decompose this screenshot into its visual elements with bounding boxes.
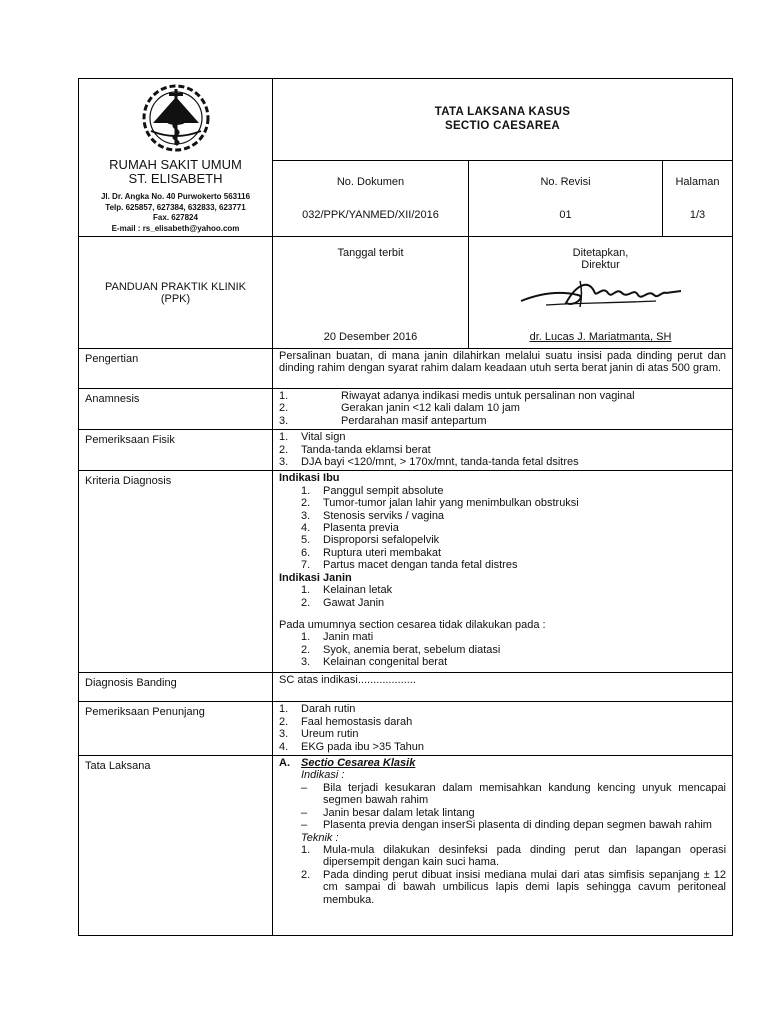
hospital-fax: Fax. 627824 <box>153 213 198 222</box>
indikasi-ibu-list <box>301 485 726 572</box>
no-dokumen-label: No. Dokumen <box>336 175 405 188</box>
list-text: Tumor-tumor jalan lahir yang menimbulkan obstruksi <box>323 497 579 510</box>
tanggal-terbit-cell <box>273 237 469 349</box>
list-text: Stenosis serviks / vagina <box>323 509 445 522</box>
list-number: 1. <box>301 484 311 497</box>
list-number: 2. <box>301 643 311 656</box>
pengertian-text: Persalinan buatan, di mana janin dilahirkan melalui suatu insisi pada dinding perut dan dinding rahim dengan syarat rahim dalam keadaan utuh serta berat janin di atas 500 gram. <box>273 349 733 389</box>
document-page <box>78 78 732 936</box>
list-item <box>279 716 726 728</box>
tata-laksana-indikasi-list <box>301 782 726 832</box>
list-text: DJA bayi <120/mnt, > 170x/mnt, tanda-tanda fetal dsitres <box>301 456 579 469</box>
list-number: 1. <box>279 390 289 402</box>
list-number: 1. <box>301 584 311 597</box>
list-item <box>279 431 726 443</box>
list-text: Kelainan letak <box>323 584 393 597</box>
list-item <box>301 644 726 656</box>
section-title: Sectio Cesarea Klasik <box>301 757 416 770</box>
list-text: Vital sign <box>301 431 346 444</box>
direktur-cell <box>469 237 733 349</box>
tanggal-terbit-label: Tanggal terbit <box>337 247 404 259</box>
indikasi-ibu-title: Indikasi Ibu <box>279 472 340 485</box>
list-item <box>301 869 726 906</box>
list-text: Kelainan congenital berat <box>323 656 448 669</box>
list-number: 6. <box>301 546 311 559</box>
tidak-dilakukan-intro: Pada umumnya section cesarea tidak dilakukan pada : <box>279 618 546 631</box>
list-bullet: – <box>301 781 308 794</box>
list-item <box>301 497 726 509</box>
kriteria-diagnosis-label: Kriteria Diagnosis <box>79 471 273 673</box>
list-number: 4. <box>279 740 289 753</box>
list-text: Partus macet dengan tanda fetal distres <box>323 559 518 572</box>
ditetapkan-line1: Ditetapkan, <box>572 247 629 259</box>
indikasi-janin-list <box>301 584 726 609</box>
list-text: Faal hemostasis darah <box>301 715 413 728</box>
list-number: 2. <box>301 497 311 510</box>
tata-laksana-content <box>273 756 733 936</box>
list-number: 2. <box>279 443 289 456</box>
list-text: Disproporsi sefalopelvik <box>323 534 440 547</box>
list-number: 2. <box>301 868 311 881</box>
no-dokumen-value: 032/PPK/YANMED/XII/2016 <box>302 208 439 221</box>
hospital-logo-icon <box>131 83 221 153</box>
halaman-label: Halaman <box>675 175 720 188</box>
list-item <box>301 510 726 522</box>
list-item <box>279 728 726 740</box>
panduan-cell <box>79 237 273 349</box>
tanggal-terbit-value: 20 Desember 2016 <box>323 331 418 343</box>
list-number: 3. <box>301 656 311 669</box>
list-text: Bila terjadi kesukaran dalam memisahkan kandung kencing unyuk mencapai segmen bawah rahim <box>323 781 727 807</box>
anamnesis-content <box>273 389 733 430</box>
list-item <box>279 390 726 402</box>
tidak-dilakukan-list <box>301 631 726 668</box>
indikasi-label: Indikasi : <box>301 769 345 782</box>
hospital-address-block <box>83 192 268 234</box>
list-text: Gerakan janin <12 kali dalam 10 jam <box>341 402 520 415</box>
list-item <box>301 631 726 643</box>
list-item <box>279 415 726 427</box>
director-signature-icon <box>516 273 686 313</box>
list-number: 4. <box>301 522 311 535</box>
ppk-table <box>78 78 733 936</box>
tata-laksana-section-heading <box>279 757 726 769</box>
list-number: 1. <box>279 431 289 444</box>
anamnesis-label: Anamnesis <box>79 389 273 430</box>
list-item <box>301 597 726 609</box>
list-item <box>279 402 726 414</box>
section-letter: A. <box>279 757 290 770</box>
list-number: 3. <box>279 414 289 427</box>
list-number: 2. <box>279 715 289 728</box>
list-item <box>301 584 726 596</box>
list-number: 3. <box>301 509 311 522</box>
list-text: Janin besar dalam letak lintang <box>323 806 475 819</box>
list-text: Perdarahan masif antepartum <box>341 414 487 427</box>
panduan-line1: PANDUAN PRAKTIK KLINIK <box>105 280 246 293</box>
list-text: Tanda-tanda eklamsi berat <box>301 443 431 456</box>
list-text: Plasenta previa dengan inserSi plasenta di dinding depan segmen bawah rahim <box>323 819 712 832</box>
list-number: 5. <box>301 534 311 547</box>
pengertian-label: Pengertian <box>79 349 273 389</box>
list-text: Panggul sempit absolute <box>323 484 444 497</box>
list-text: Syok, anemia berat, sebelum diatasi <box>323 643 501 656</box>
list-text: Darah rutin <box>301 703 356 716</box>
list-text: Riwayat adanya indikasi medis untuk persalinan non vaginal <box>341 390 635 402</box>
tata-laksana-label: Tata Laksana <box>79 756 273 936</box>
teknik-label: Teknik : <box>301 831 339 844</box>
list-item <box>301 559 726 571</box>
pemeriksaan-penunjang-content <box>273 702 733 756</box>
list-bullet: – <box>301 819 308 832</box>
no-revisi-cell <box>469 160 663 236</box>
hospital-email: E-mail : rs_elisabeth@yahoo.com <box>111 223 240 233</box>
list-number: 3. <box>279 456 289 469</box>
list-text: Pada dinding perut dibuat insisi mediana mulai dari atas simfisis sepanjang ± 12 cm sampai di bawah umbilicus lapis demi lapis sehingga cavum peritoneal membuka. <box>323 868 727 906</box>
list-text: Ruptura uteri membakat <box>323 546 441 559</box>
list-item <box>301 819 726 831</box>
director-name: dr. Lucas J. Mariatmanta, SH <box>529 331 672 343</box>
list-text: Ureum rutin <box>301 728 359 741</box>
hospital-address: Jl. Dr. Angka No. 40 Purwokerto 563116 <box>100 192 251 201</box>
hospital-phone: Telp. 625857, 627384, 632833, 623771 <box>105 202 246 212</box>
list-item <box>279 703 726 715</box>
list-number: 1. <box>301 843 311 856</box>
hospital-name-line2: ST. ELISABETH <box>128 171 223 186</box>
pemeriksaan-penunjang-list <box>279 703 726 753</box>
list-text: Plasenta previa <box>323 522 399 535</box>
list-text: EKG pada ibu >35 Tahun <box>301 740 425 753</box>
list-text: Mula-mula dilakukan desinfeksi pada dinding perut dan lapangan operasi dipersempit dengan kain suci hama. <box>323 843 727 869</box>
halaman-value: 1/3 <box>689 208 706 221</box>
list-item <box>301 534 726 546</box>
doc-title-line2: SECTIO CAESAREA <box>444 120 561 133</box>
doc-title-cell <box>273 79 733 161</box>
list-number: 3. <box>279 728 289 741</box>
list-item <box>301 807 726 819</box>
halaman-cell <box>663 160 733 236</box>
list-item <box>301 485 726 497</box>
list-item <box>301 656 726 668</box>
list-number: 7. <box>301 559 311 572</box>
diagnosis-banding-text: SC atas indikasi................... <box>273 673 733 702</box>
list-item <box>301 522 726 534</box>
kriteria-diagnosis-content <box>273 471 733 673</box>
ditetapkan-line2: Direktur <box>581 259 620 271</box>
hospital-name-line1: RUMAH SAKIT UMUM <box>109 157 242 172</box>
list-number: 2. <box>279 402 289 415</box>
list-text: Gawat Janin <box>323 596 385 609</box>
pemeriksaan-fisik-label: Pemeriksaan Fisik <box>79 430 273 471</box>
hospital-name <box>83 158 268 186</box>
list-bullet: – <box>301 806 308 819</box>
list-item <box>279 456 726 468</box>
indikasi-janin-title: Indikasi Janin <box>279 571 352 584</box>
list-number: 2. <box>301 596 311 609</box>
list-item <box>301 547 726 559</box>
list-item <box>279 741 726 753</box>
doc-title-line1: TATA LAKSANA KASUS <box>434 106 571 119</box>
list-text: Janin mati <box>323 631 374 644</box>
list-number: 1. <box>279 703 289 716</box>
anamnesis-list <box>279 390 726 427</box>
pemeriksaan-fisik-content <box>273 430 733 471</box>
list-item <box>279 444 726 456</box>
list-item <box>301 844 726 869</box>
no-revisi-value: 01 <box>559 208 572 221</box>
pemeriksaan-fisik-list <box>279 431 726 468</box>
tata-laksana-teknik-list <box>301 844 726 906</box>
panduan-line2: (PPK) <box>160 292 191 305</box>
diagnosis-banding-label: Diagnosis Banding <box>79 673 273 702</box>
hospital-header-cell <box>79 79 273 237</box>
no-revisi-label: No. Revisi <box>540 175 591 188</box>
list-item <box>301 782 726 807</box>
pemeriksaan-penunjang-label: Pemeriksaan Penunjang <box>79 702 273 756</box>
list-number: 1. <box>301 631 311 644</box>
no-dokumen-cell <box>273 160 469 236</box>
